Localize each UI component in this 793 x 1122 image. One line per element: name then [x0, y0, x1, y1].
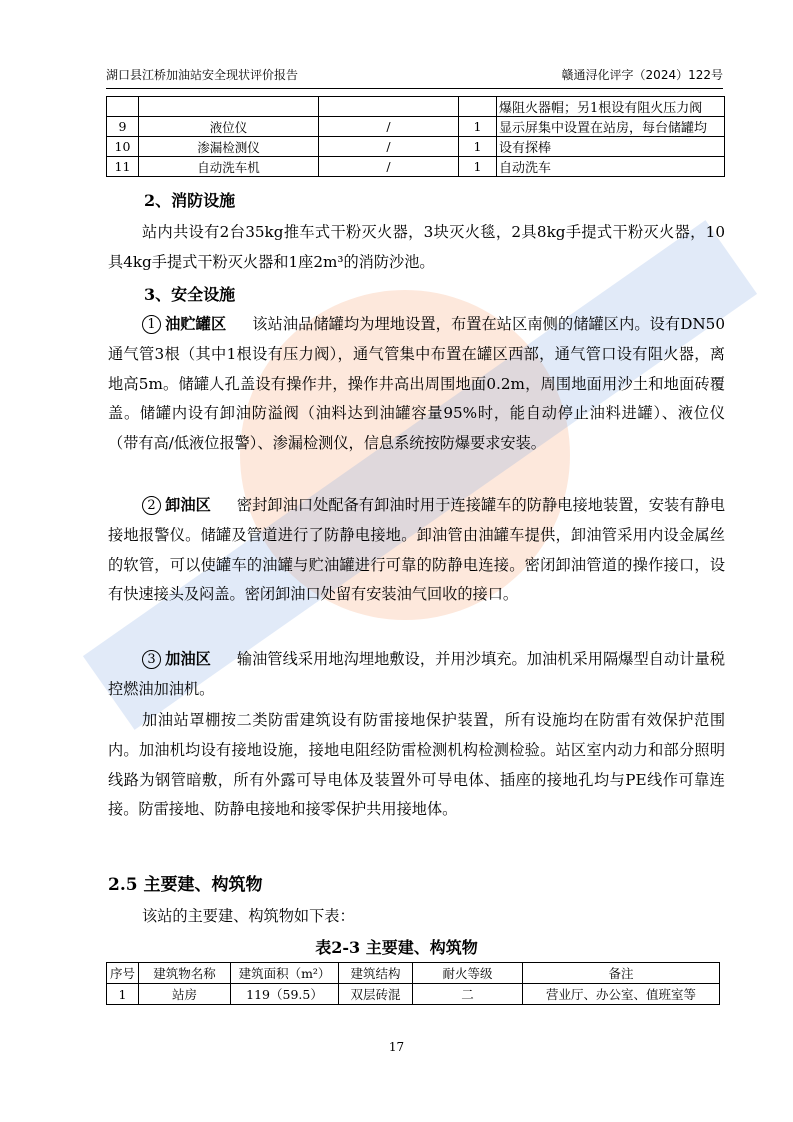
table-row: 10 渗漏检测仪 / 1 设有探棒 [107, 137, 725, 157]
item-text-unloading-area: 密封卸油口处配备有卸油时用于连接罐车的防静电接地装置，安装有静电接地报警仪。储罐及管道进行了防静电接地。卸油管由油罐车提供，卸油管采用内设金属丝的软管，可以使罐车的油罐与贮油罐进行可靠的防静电连接。密闭卸油管道的操作接口，设有快速接头及闷盖。密闭卸油口处留有安装油气回收的接口。 [108, 496, 726, 604]
safety-item-tank-area [108, 310, 725, 459]
equipment-table-continued [106, 96, 725, 177]
buildings-table [106, 962, 720, 1005]
item-number-1: 1 [142, 315, 161, 334]
table-row: 9 液位仪 / 1 显示屏集中设置在站房，每台储罐均 [107, 117, 725, 137]
safety-facilities-heading: 3、安全设施 [144, 285, 236, 304]
lightning-protection-paragraph: 加油站罩棚按二类防雷建筑设有防雷接地保护装置，所有设施均在防雷有效保护范围内。加油机均设有接地设施，接地电阻经防雷检测机构检测检验。站区室内动力和部分照明线路为钢管暗敷，所有外露可导电体及装置外可导电体、插座的接地孔均与PE线作可靠连接。防雷接地、防静电接地和接零保护共用接地体。 [108, 711, 725, 819]
item-lead-unloading-area: 卸油区 [165, 496, 211, 514]
item-text-refueling-area: 输油管线采用地沟埋地敷设，并用沙填充。加油机采用隔爆型自动计量税控燃油加油机。 [108, 650, 726, 698]
fire-facilities-paragraph: 站内共设有2台35kg推车式干粉灭火器，3块灭火毯，2具8kg手提式干粉灭火器，10具4kg手提式干粉灭火器和1座2m³的消防沙池。 [108, 223, 725, 271]
table-row: 1 站房 119（59.5） 双层砖混 二 营业厅、办公室、值班室等 [107, 984, 720, 1005]
table-row: 爆阻火器帽；另1根设有阻火压力阀 [107, 97, 725, 117]
page-header [106, 66, 723, 89]
fire-facilities-heading: 2、消防设施 [144, 191, 236, 210]
table-caption: 表2-3 主要建、构筑物 [315, 938, 478, 957]
table-header-row: 序号 建筑物名称 建筑面积（m²） 建筑结构 耐火等级 备注 [107, 963, 720, 984]
safety-item-unloading-area [108, 491, 725, 610]
item-text-tank-area: 该站油品储罐均为埋地设置，布置在站区南侧的储罐区内。设有DN50通气管3根（其中1根设有压力阀），通气管集中布置在罐区西部，通气管口设有阻火器，离地高5m。储罐人孔盖设有操作井，操作井高出周围地面0.2m，周围地面用沙土和地面砖覆盖。储罐内设有卸油防溢阀（油料达到油罐容量95%时，能自动停止油料进罐）、液位仪（带有高/低液位报警）、渗漏检测仪，信息系统按防爆要求安装。 [108, 315, 726, 453]
item-lead-refueling-area: 加油区 [165, 650, 211, 668]
table-row: 11 自动洗车机 / 1 自动洗车 [107, 157, 725, 177]
safety-item-refueling-area [108, 645, 725, 705]
section-2-5-heading: 2.5 主要建、构筑物 [108, 875, 263, 895]
page-number: 17 [388, 1040, 405, 1054]
section-2-5-intro: 该站的主要建、构筑物如下表： [142, 907, 355, 925]
header-report-number: 赣通浔化评字（2024）122号 [561, 68, 723, 82]
item-lead-tank-area: 油贮罐区 [165, 315, 227, 333]
header-report-title: 湖口县江桥加油站安全现状评价报告 [106, 68, 299, 82]
item-number-3: 3 [142, 650, 161, 669]
item-number-2: 2 [142, 496, 161, 515]
